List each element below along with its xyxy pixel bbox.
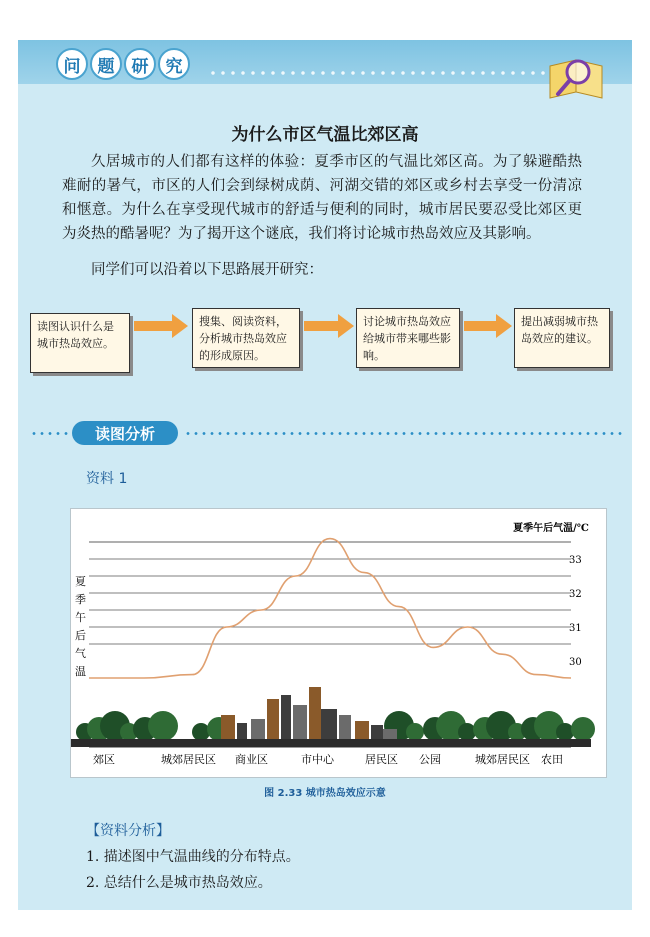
tree xyxy=(571,717,595,741)
tree xyxy=(148,711,178,741)
y-unit-label: 夏季午后气温/℃ xyxy=(513,523,589,534)
tree xyxy=(458,723,476,741)
ground xyxy=(71,739,591,747)
flow-step-1: 读图认识什么是城市热岛效应。 xyxy=(30,313,130,373)
flow-step-2: 搜集、阅读资料，分析城市热岛效应的形成原因。 xyxy=(192,308,300,368)
temperature-curve xyxy=(89,539,571,678)
heat-island-chart xyxy=(71,509,606,777)
section-dots-right xyxy=(184,432,624,435)
banner-char: 究 xyxy=(158,48,190,80)
magnifier-book-icon xyxy=(546,56,610,106)
banner-char: 研 xyxy=(124,48,156,80)
tree xyxy=(192,723,210,741)
flow-step-3: 讨论城市热岛效应给城市带来哪些影响。 xyxy=(356,308,460,368)
section-banner xyxy=(18,40,632,84)
x-category-label: 郊区 xyxy=(93,753,115,766)
building xyxy=(309,687,321,747)
x-category-label: 市中心 xyxy=(301,753,334,766)
x-category-label: 公园 xyxy=(419,753,441,766)
instruction-paragraph: 同学们可以沿着以下思路展开研究： xyxy=(91,262,323,278)
y-tick-label: 30 xyxy=(569,657,582,668)
y-axis-label-char: 气 xyxy=(75,647,86,660)
city-skyline-illustration xyxy=(71,687,595,747)
heat-island-figure xyxy=(70,508,607,778)
tree xyxy=(406,723,424,741)
banner-char: 题 xyxy=(90,48,122,80)
y-tick-label: 32 xyxy=(569,589,582,600)
y-axis-label-char: 季 xyxy=(75,593,86,606)
section-dots-left xyxy=(30,432,70,435)
flow-step-4: 提出减弱城市热岛效应的建议。 xyxy=(514,308,610,368)
banner-dots xyxy=(208,70,562,76)
intro-paragraph: 久居城市的人们都有这样的体验：夏季市区的气温比郊区高。为了躲避酷热难耐的暑气，市区的人们会到绿树成荫、河湖交错的郊区或乡村去享受一份清凉和惬意。为什么在享受现代城市的舒适与便利的同时，城市居民要忍受比郊区更为炎热的酷暑呢？为了揭开这个谜底，我们将讨论城市热岛效应及其影响。 xyxy=(62,154,582,242)
y-axis-label xyxy=(75,575,86,678)
question-1: 1. 描述图中气温曲线的分布特点。 xyxy=(86,849,300,865)
tree xyxy=(556,723,574,741)
y-axis-label-char: 夏 xyxy=(75,575,86,588)
y-axis-label-char: 后 xyxy=(75,629,86,642)
page-title: 为什么市区气温比郊区高 xyxy=(231,125,419,145)
banner-char: 问 xyxy=(56,48,88,80)
x-category-label: 商业区 xyxy=(235,753,268,766)
x-category-label: 城郊居民区 xyxy=(475,753,530,766)
question-2: 2. 总结什么是城市热岛效应。 xyxy=(86,875,272,891)
resource-label: 资料 1 xyxy=(86,471,128,487)
analysis-heading: 【资料分析】 xyxy=(86,823,170,839)
y-tick-label: 33 xyxy=(569,555,582,566)
y-tick-label: 31 xyxy=(569,623,582,634)
x-category-label: 城郊居民区 xyxy=(161,753,216,766)
y-axis-label-char: 午 xyxy=(75,611,86,624)
section-heading: 读图分析 xyxy=(72,421,178,445)
figure-caption: 图 2.33 城市热岛效应示意 xyxy=(264,788,386,799)
x-category-label: 居民区 xyxy=(365,753,398,766)
x-category-label: 农田 xyxy=(541,753,563,766)
y-axis-label-char: 温 xyxy=(75,665,86,678)
